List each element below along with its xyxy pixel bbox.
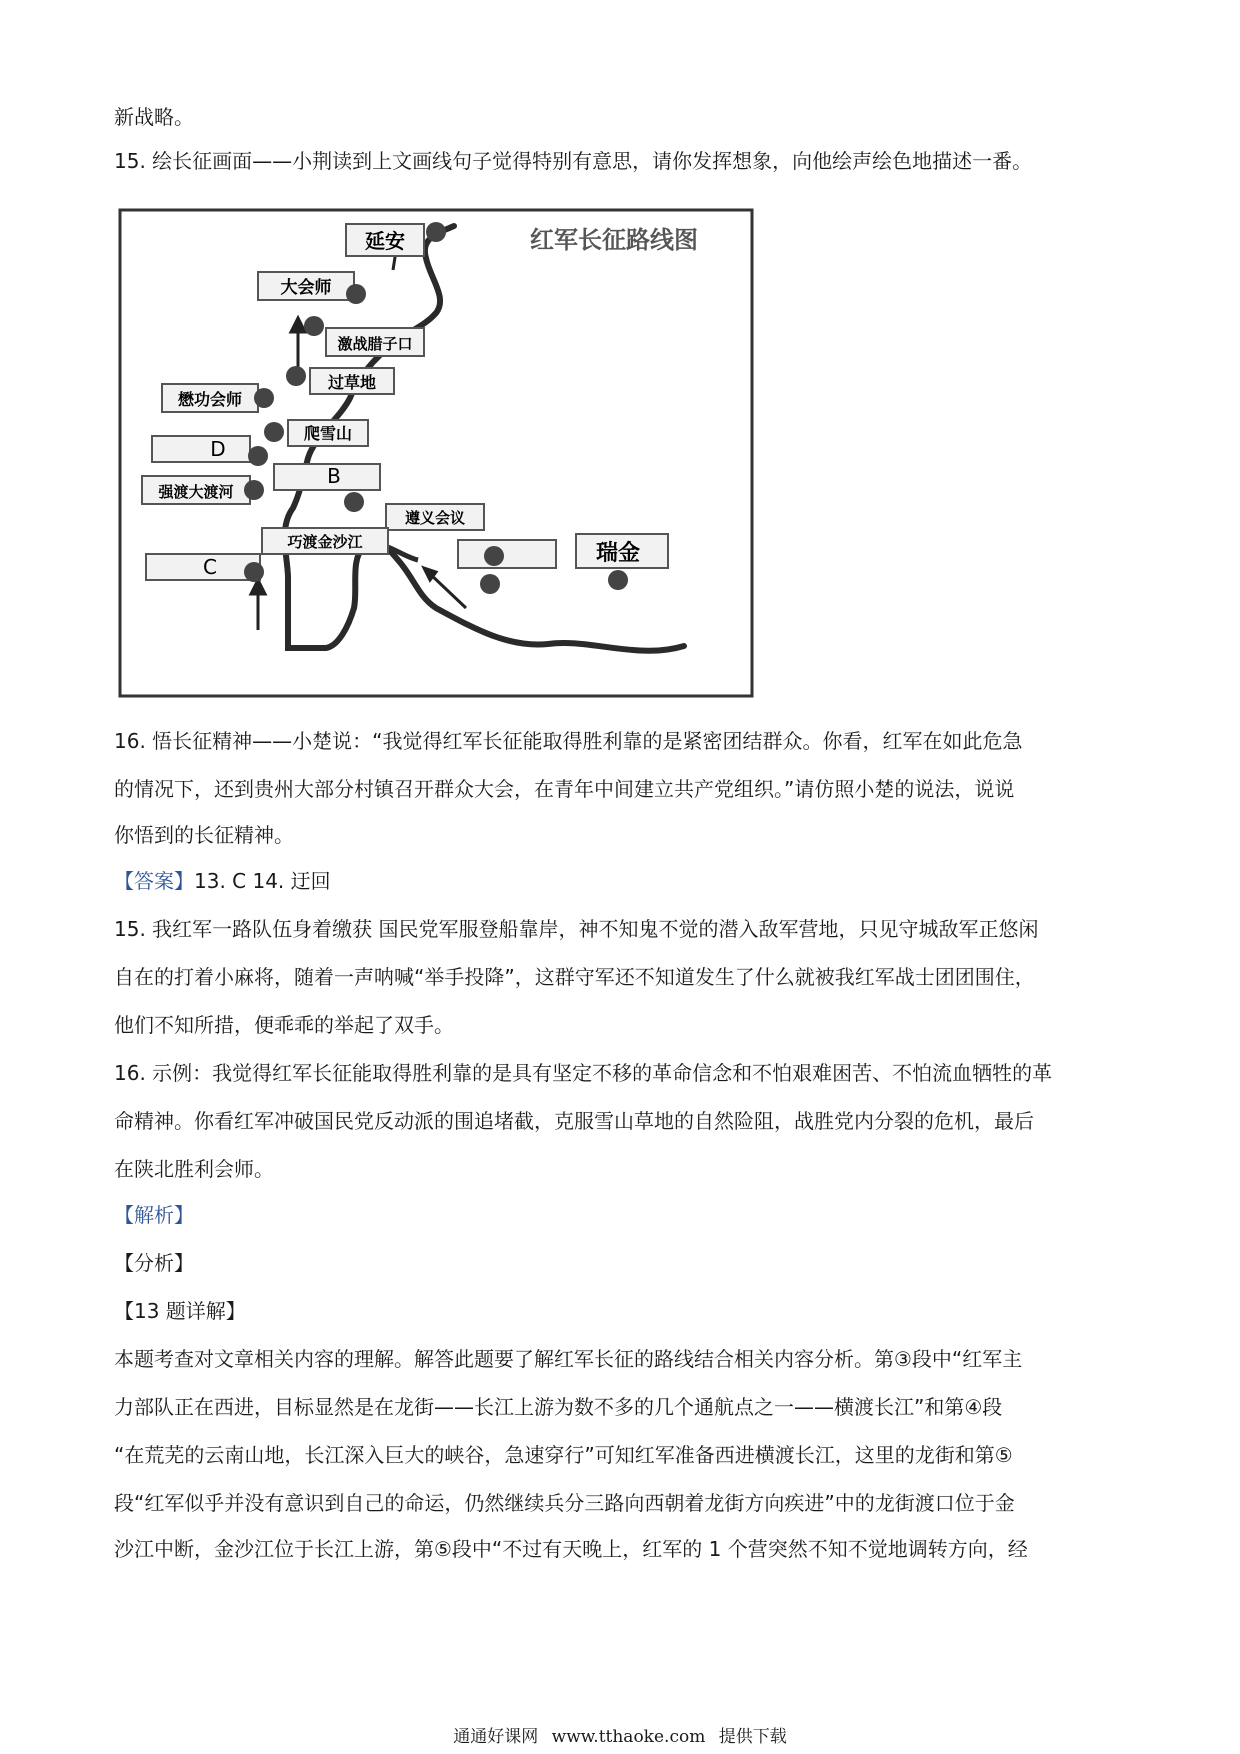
svg-text:懋功会师: 懋功会师 <box>177 390 243 409</box>
svg-text:大会师: 大会师 <box>280 278 332 298</box>
label-jinsha <box>262 528 388 554</box>
node-blank-d <box>248 446 268 466</box>
svg-text:D: D <box>210 437 226 461</box>
svg-text:C: C <box>203 555 217 579</box>
node-dahuishi <box>346 284 366 304</box>
long-march-route-map <box>118 208 754 698</box>
text-line: 力部队正在西进，目标显然是在龙街——长江上游为数不多的几个通航点之一——横渡长江”和第④段 <box>114 1395 1003 1419</box>
svg-text:巧渡金沙江: 巧渡金沙江 <box>287 533 363 551</box>
answer-15: 15. 我红军一路队伍身着缴获 国民党军服登船靠岸，神不知鬼不觉的潜入敌军营地，只见守城敌军正悠闲 <box>114 917 1039 941</box>
analysis-tag: 【解析】 <box>114 1203 194 1227</box>
svg-text:瑞金: 瑞金 <box>595 541 641 566</box>
route-map-svg <box>118 208 754 698</box>
map-title: 红军长征路线图 <box>530 226 698 254</box>
answer-tag: 【答案】 <box>114 869 194 893</box>
label-paxueshan <box>288 420 368 446</box>
text-line: 他们不知所措，便乖乖的举起了双手。 <box>114 1013 454 1037</box>
question-16: 16. 悟长征精神——小楚说：“我觉得红军长征能取得胜利靠的是紧密团结群众。你看，红军在如此危急 <box>114 729 1023 753</box>
svg-text:B: B <box>327 464 341 488</box>
text-line: 命精神。你看红军冲破国民党反动派的围追堵截，克服雪山草地的自然险阻，战胜党内分裂的危机，最后 <box>114 1109 1034 1133</box>
svg-text:激战腊子口: 激战腊子口 <box>337 335 413 353</box>
label-ruijin <box>576 534 668 568</box>
text-line: 本题考查对文章相关内容的理解。解答此题要了解红军长征的路线结合相关内容分析。第③段中“红军主 <box>114 1347 1023 1371</box>
node-ruijin <box>608 570 628 590</box>
node-route <box>480 574 500 594</box>
svg-text:爬雪山: 爬雪山 <box>303 424 353 443</box>
node-zunyi <box>344 492 364 512</box>
footer-note: 提供下载 <box>718 1727 787 1747</box>
text-line: 段“红军似乎并没有意识到自己的命运，仍然继续兵分三路向西朝着龙街方向疾进”中的龙街渡口位于金 <box>114 1491 1015 1515</box>
label-blank-d <box>152 436 250 462</box>
node-paxueshan <box>264 422 284 442</box>
svg-text:过草地: 过草地 <box>327 373 377 392</box>
label-yanan <box>346 224 424 256</box>
answer-text: 13. C 14. 迂回 <box>194 869 331 893</box>
label-dadu <box>142 476 250 504</box>
label-blank-c <box>146 554 260 580</box>
text-line: 你悟到的长征精神。 <box>114 823 294 847</box>
text-line: 自在的打着小麻将，随着一声呐喊“举手投降”，这群守军还不知道发生了什么就被我红军战士团团围住， <box>114 965 1035 989</box>
text-line: “在荒芜的云南山地，长江深入巨大的峡谷，急速穿行”可知红军准备西进横渡长江，这里的龙街和第⑤ <box>114 1443 1013 1467</box>
text-line: 沙江中断，金沙江位于长江上游，第⑤段中“不过有天晚上，红军的 1 个营突然不知不觉地调转方向，经 <box>114 1537 1028 1561</box>
answer-line <box>114 866 1134 896</box>
node-maogong <box>254 388 274 408</box>
node-blank-a <box>484 546 504 566</box>
page-footer <box>0 1726 1240 1748</box>
label-dahuishi <box>258 272 354 300</box>
detail-heading: 【13 题详解】 <box>114 1299 246 1323</box>
node-dadu <box>244 480 264 500</box>
label-lazikou <box>326 328 424 356</box>
node-yanan <box>426 222 446 242</box>
text-line: 的情况下，还到贵州大部分村镇召开群众大会，在青年中间建立共产党组织。”请仿照小楚的说法，说说 <box>114 777 1015 801</box>
text-line: 在陕北胜利会师。 <box>114 1157 274 1181</box>
label-blank-a <box>458 540 556 568</box>
text-line: 新战略。 <box>114 105 194 129</box>
node-guocaodi <box>286 366 306 386</box>
question-15: 15. 绘长征画面——小荆读到上文画线句子觉得特别有意思，请你发挥想象，向他绘声绘色地描述一番。 <box>114 149 1033 173</box>
label-blank-b <box>274 464 380 490</box>
node-lazikou <box>304 316 324 336</box>
label-zunyi <box>386 504 484 530</box>
analysis-heading: 【分析】 <box>114 1251 194 1275</box>
label-guocaodi <box>310 368 394 394</box>
node-blank-c <box>244 562 264 582</box>
answer-16: 16. 示例：我觉得红军长征能取得胜利靠的是具有坚定不移的革命信念和不怕艰难困苦、不怕流血牺牲的革 <box>114 1061 1053 1085</box>
svg-text:遵义会议: 遵义会议 <box>404 509 466 527</box>
footer-site: 通通好课网 <box>453 1727 539 1747</box>
svg-text:强渡大渡河: 强渡大渡河 <box>158 483 234 501</box>
label-maogong <box>162 384 258 412</box>
svg-text:延安: 延安 <box>365 229 405 253</box>
footer-url[interactable]: www.tthaoke.com <box>551 1727 706 1747</box>
